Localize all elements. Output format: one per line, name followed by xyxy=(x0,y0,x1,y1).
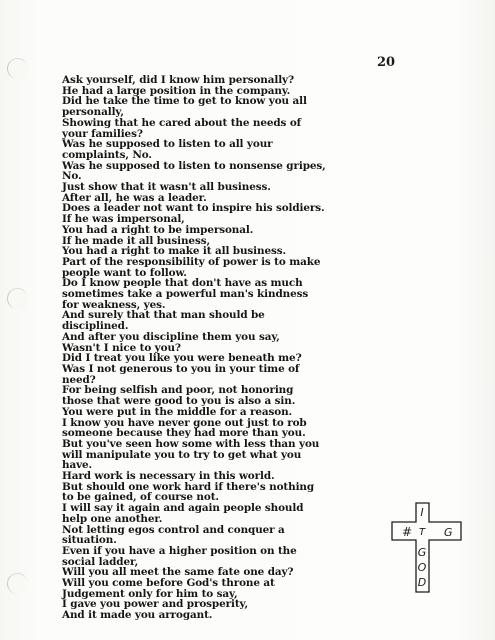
text-line: Do I know people that don't have as much xyxy=(62,277,303,290)
text-line: Judgement only for him to say, xyxy=(62,587,238,600)
binder-hole-top xyxy=(7,58,28,79)
text-line: Was he supposed to listen to nonsense gripes, xyxy=(62,159,326,172)
text-line: social ladder, xyxy=(62,555,139,568)
text-line: Does a leader not want to inspire his soldiers. xyxy=(62,202,325,215)
text-line: complaints, No. xyxy=(62,148,152,161)
text-line: someone because they had more than you. xyxy=(62,427,306,440)
text-line: those that were good to you is also a sin. xyxy=(62,395,296,408)
poem-body xyxy=(62,75,407,621)
text-line: If he made it all business, xyxy=(62,234,210,247)
text-line: But you've seen how some with less than you xyxy=(62,437,320,450)
binder-hole-middle xyxy=(7,288,28,309)
text-line: He had a large position in the company. xyxy=(62,84,291,97)
text-line: have. xyxy=(62,459,93,472)
text-line: Ask yourself, did I know him personally? xyxy=(62,74,294,86)
text-line: No. xyxy=(62,170,82,183)
text-line: Was I not generous to you in your time of xyxy=(62,362,300,375)
text-line: for weakness, yes. xyxy=(62,298,166,311)
text-line: to be gained, of course not. xyxy=(62,491,219,504)
text-line: Not letting egos control and conquer a xyxy=(62,523,285,536)
text-line: Was he supposed to listen to all your xyxy=(62,138,273,151)
text-line: And after you discipline them you say, xyxy=(62,330,280,343)
text-line: I will say it again and again people should xyxy=(62,502,304,515)
text-line: Showing that he cared about the needs of xyxy=(62,116,302,129)
text-line: You had a right to be impersonal. xyxy=(62,223,254,236)
text-line: Just show that it wasn't all business. xyxy=(62,181,271,194)
text-line: your families? xyxy=(62,127,143,140)
text-line: You were put in the middle for a reason. xyxy=(62,405,293,418)
text-line: Will you come before God's throne at xyxy=(62,577,275,590)
text-line: But should one work hard if there's nothing xyxy=(62,480,315,493)
cross-letter-3: G xyxy=(417,546,427,559)
text-line: need? xyxy=(62,373,96,386)
cross-letter-5: D xyxy=(417,576,427,589)
text-line: And it made you arrogant. xyxy=(62,609,213,622)
text-line: Will you all meet the same fate one day? xyxy=(62,566,294,579)
text-line: will manipulate you to try to get what you xyxy=(62,448,302,461)
cross-letter-4: O xyxy=(417,561,427,574)
text-line: disciplined. xyxy=(62,320,129,333)
text-line: help one another. xyxy=(62,512,163,525)
text-line: Did I treat you like you were beneath me? xyxy=(62,352,302,365)
text-line: After all, he was a leader. xyxy=(62,191,207,204)
text-line: Part of the responsibility of power is to make xyxy=(62,255,321,268)
cross-letter-1: I xyxy=(420,506,424,519)
text-line: For being selfish and poor, not honoring xyxy=(62,384,294,397)
cross-left-mark: # xyxy=(402,525,413,539)
binder-hole-bottom xyxy=(7,573,28,594)
text-line: Wasn't I nice to you? xyxy=(62,341,181,354)
text-line: Even if you have a higher position on the xyxy=(62,544,297,557)
text-line: I know you have never gone out just to rob xyxy=(62,416,307,429)
text-line: Hard work is necessary in this world. xyxy=(62,470,275,483)
text-line: If he was impersonal, xyxy=(62,213,185,226)
text-line: people want to follow. xyxy=(62,266,187,279)
cross-drawing xyxy=(388,500,468,595)
text-line: And surely that that man should be xyxy=(62,309,265,322)
cross-right-letter: G xyxy=(444,526,453,539)
text-line: Did he take the time to get to know you all xyxy=(62,95,307,108)
text-line: situation. xyxy=(62,534,117,547)
text-line: personally, xyxy=(62,106,124,119)
page-number: 20 xyxy=(377,55,396,70)
text-line: You had a right to make it all business. xyxy=(62,245,287,258)
text-line: sometimes take a powerful man's kindness xyxy=(62,288,309,301)
cross-letter-2: T xyxy=(418,527,426,538)
text-line: I gave you power and prosperity, xyxy=(62,598,248,611)
cross-outline xyxy=(392,503,461,592)
